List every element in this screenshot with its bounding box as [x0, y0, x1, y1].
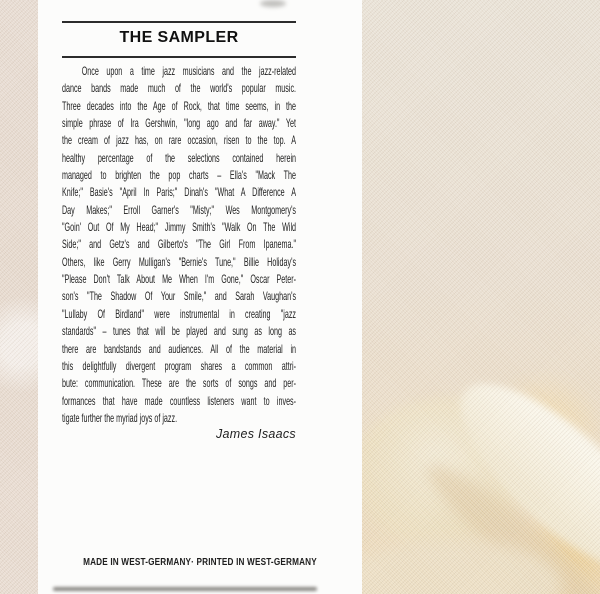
- petal-corner-glow-shape: [502, 470, 600, 594]
- liner-notes-line: "Please Don't Talk About Me When I'm Gone," Oscar Peter-: [62, 272, 297, 287]
- liner-notes-line: managed to brighten the pop charts – Ella's "Mack The: [62, 168, 297, 183]
- liner-notes-line: this delightfully divergent program shares a common attri-: [62, 358, 297, 373]
- author-attribution: James Isaacs: [215, 427, 296, 441]
- cover-artwork-panel: [362, 0, 600, 594]
- petal-warm-glow-shape: [458, 352, 600, 512]
- printed-page: [38, 0, 362, 594]
- liner-notes-line: Side;" and Getz's and Gilberto's "The Girl From Ipanema.": [62, 237, 297, 252]
- liner-notes-line: "Goin' Out Of My Head;" Jimmy Smith's "Walk On The Wild: [62, 220, 297, 235]
- liner-notes-line: dance bands made much of the world's popular music.: [62, 81, 297, 96]
- title-rule-top: [62, 21, 296, 23]
- petal-bottom-shape: [362, 540, 562, 594]
- liner-notes-line: son's "The Shadow Of Your Smile," and Sarah Vaughan's: [62, 289, 297, 304]
- liner-notes-line: Knife;" Basie's "April In Paris;" Dinah's "What A Difference A: [62, 185, 297, 200]
- petal-white-highlight-shape: [433, 355, 600, 594]
- liner-notes-line: Day Makes;" Erroll Garner's "Misty;" Wes Montgomery's: [62, 202, 297, 217]
- liner-notes-line: bute: communication. These are the sorts of songs and per-: [62, 376, 297, 391]
- liner-notes-line: Once upon a time jazz musicians and the jazz-related: [81, 64, 297, 78]
- liner-notes-line: the cream of jazz has, on rare occasion, risen to the top. A: [62, 133, 297, 148]
- petal-fold-shadow-shape: [415, 451, 600, 594]
- left-paper-strip: [0, 0, 38, 594]
- liner-notes-line: standards" – tunes that will be played and sung as long as: [62, 324, 297, 339]
- liner-notes-line: there are bandstands and audiences. All of the material in: [62, 341, 297, 356]
- liner-notes-line: formances that have made countless listeners want to inves-: [62, 393, 297, 408]
- liner-notes-line: Three decades into the Age of Rock, that time seems, in the: [62, 98, 297, 113]
- liner-notes-line: simple phrase of Ira Gershwin, "long ago and far away." Yet: [62, 116, 297, 131]
- petal-large-shape: [362, 398, 542, 553]
- liner-notes-line: healthy percentage of the selections contained herein: [62, 150, 297, 165]
- liner-notes-paragraph: [62, 63, 296, 427]
- page-title: THE SAMPLER: [119, 29, 239, 46]
- liner-notes-line: tigate further the myriad joys of jazz.: [62, 410, 178, 425]
- liner-notes-line: Others, like Gerry Mulligan's "Bernie's Tune," Billie Holiday's: [62, 254, 297, 269]
- liner-notes-line: "Lullaby Of Birdland" were instrumental in creating "jazz: [62, 306, 297, 321]
- scan-edge-shadow: [53, 587, 317, 591]
- scan-smudge: [260, 0, 286, 7]
- title-rule-bottom: [62, 56, 296, 58]
- manufacture-note: MADE IN WEST-GERMANY· PRINTED IN WEST-GERMANY: [83, 557, 317, 568]
